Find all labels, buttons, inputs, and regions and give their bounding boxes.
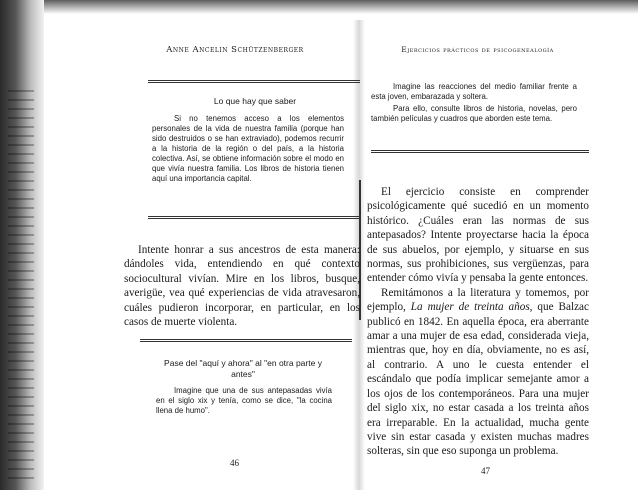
right-page: [365, 40, 590, 480]
box-bottom-rule: [148, 216, 360, 219]
box-text: Si no tenemos acceso a los elementos personales de la vida de nuestra familia (porque han sido destruidos o se han extraviado), podemos recurrir a la historia de la región o del país, a la historia colectiva. Así, se obtiene información sobre el modo en que vivía nuestra familia. Los libros de historia tienen aquí una importancia capital.: [152, 114, 344, 183]
left-page: [110, 40, 360, 480]
box2-top-rule: [140, 339, 352, 342]
left-running-head: Anne Ancelin Schützenberger: [166, 45, 304, 55]
paragraph-2-end: , que Balzac publicó en 1842. En aquella época, era aberrante amar a una mujer de esa edad, considerada vieja, mientras que, hoy en día, obviamente, no es así, al contrario. A uno le cuesta entender el escándalo que podía implicar semejante amor a los ojos de los contemporáneos. Para una mujer del siglo xix, no estar casada a los treinta años era irreparable. En la actualidad, mucha gente vive sin estar casada y existen muchas madres solteras, sin que eso suponga un problema.: [367, 301, 589, 458]
box2-title: Pase del "aquí y ahora" al "en otra parte y antes": [164, 358, 322, 379]
right-running-head: Ejercicios prácticos de psicogenealogía: [401, 45, 554, 54]
body-text: [367, 185, 589, 459]
page-number: 46: [230, 458, 239, 468]
paragraph-2: [367, 286, 589, 459]
book-title: La mujer de treinta años: [410, 301, 530, 314]
box2-text: Imagine que una de sus antepasadas vivía en el siglo xix y tenía, como se dice, "la cocina llena de humo".: [156, 386, 332, 415]
top-edge-shadow: [44, 0, 638, 14]
body-paragraph: [124, 243, 360, 329]
paragraph-text: Intente honrar a sus ancestros de esta manera: dándoles vida, entendiendo en qué contexto sociocultural vivían. Mire en los libros, busque, averigüe, vea qué experiencias de vida atravesaron, cuáles pudieron incorporar, en particular, en los casos de muerte violenta.: [124, 244, 360, 329]
page-edge-stack: [8, 90, 34, 480]
page-number: 47: [481, 466, 490, 476]
box-title: Lo que hay que saber: [213, 96, 297, 106]
paragraph-2-start: Remitámonos a la literatura y tomemos, por ejemplo,: [367, 286, 589, 314]
box-continuation-rule: [371, 150, 589, 153]
box-top-rule: [148, 80, 360, 83]
box-continuation-p2: Para ello, consulte libros de historia, novelas, pero también películas y cuadros que aborden este tema.: [371, 104, 577, 123]
paragraph-1: El ejercicio consiste en comprender psicológicamente qué sucedió en un momento histórico. ¿Cuáles eran las normas de sus antepasados? Intente proyectarse hacia la época de sus abuelos, por ejemplo, y situarse en sus normas, sus prohibiciones, sus vergüenzas, para entender cómo vivía y pensaba la gente entonces.: [367, 186, 589, 285]
page-edge-shadow: [0, 0, 44, 490]
box-continuation-p1: Imagine las reacciones del medio familiar frente a esta joven, embarazada y soltera.: [371, 82, 577, 101]
